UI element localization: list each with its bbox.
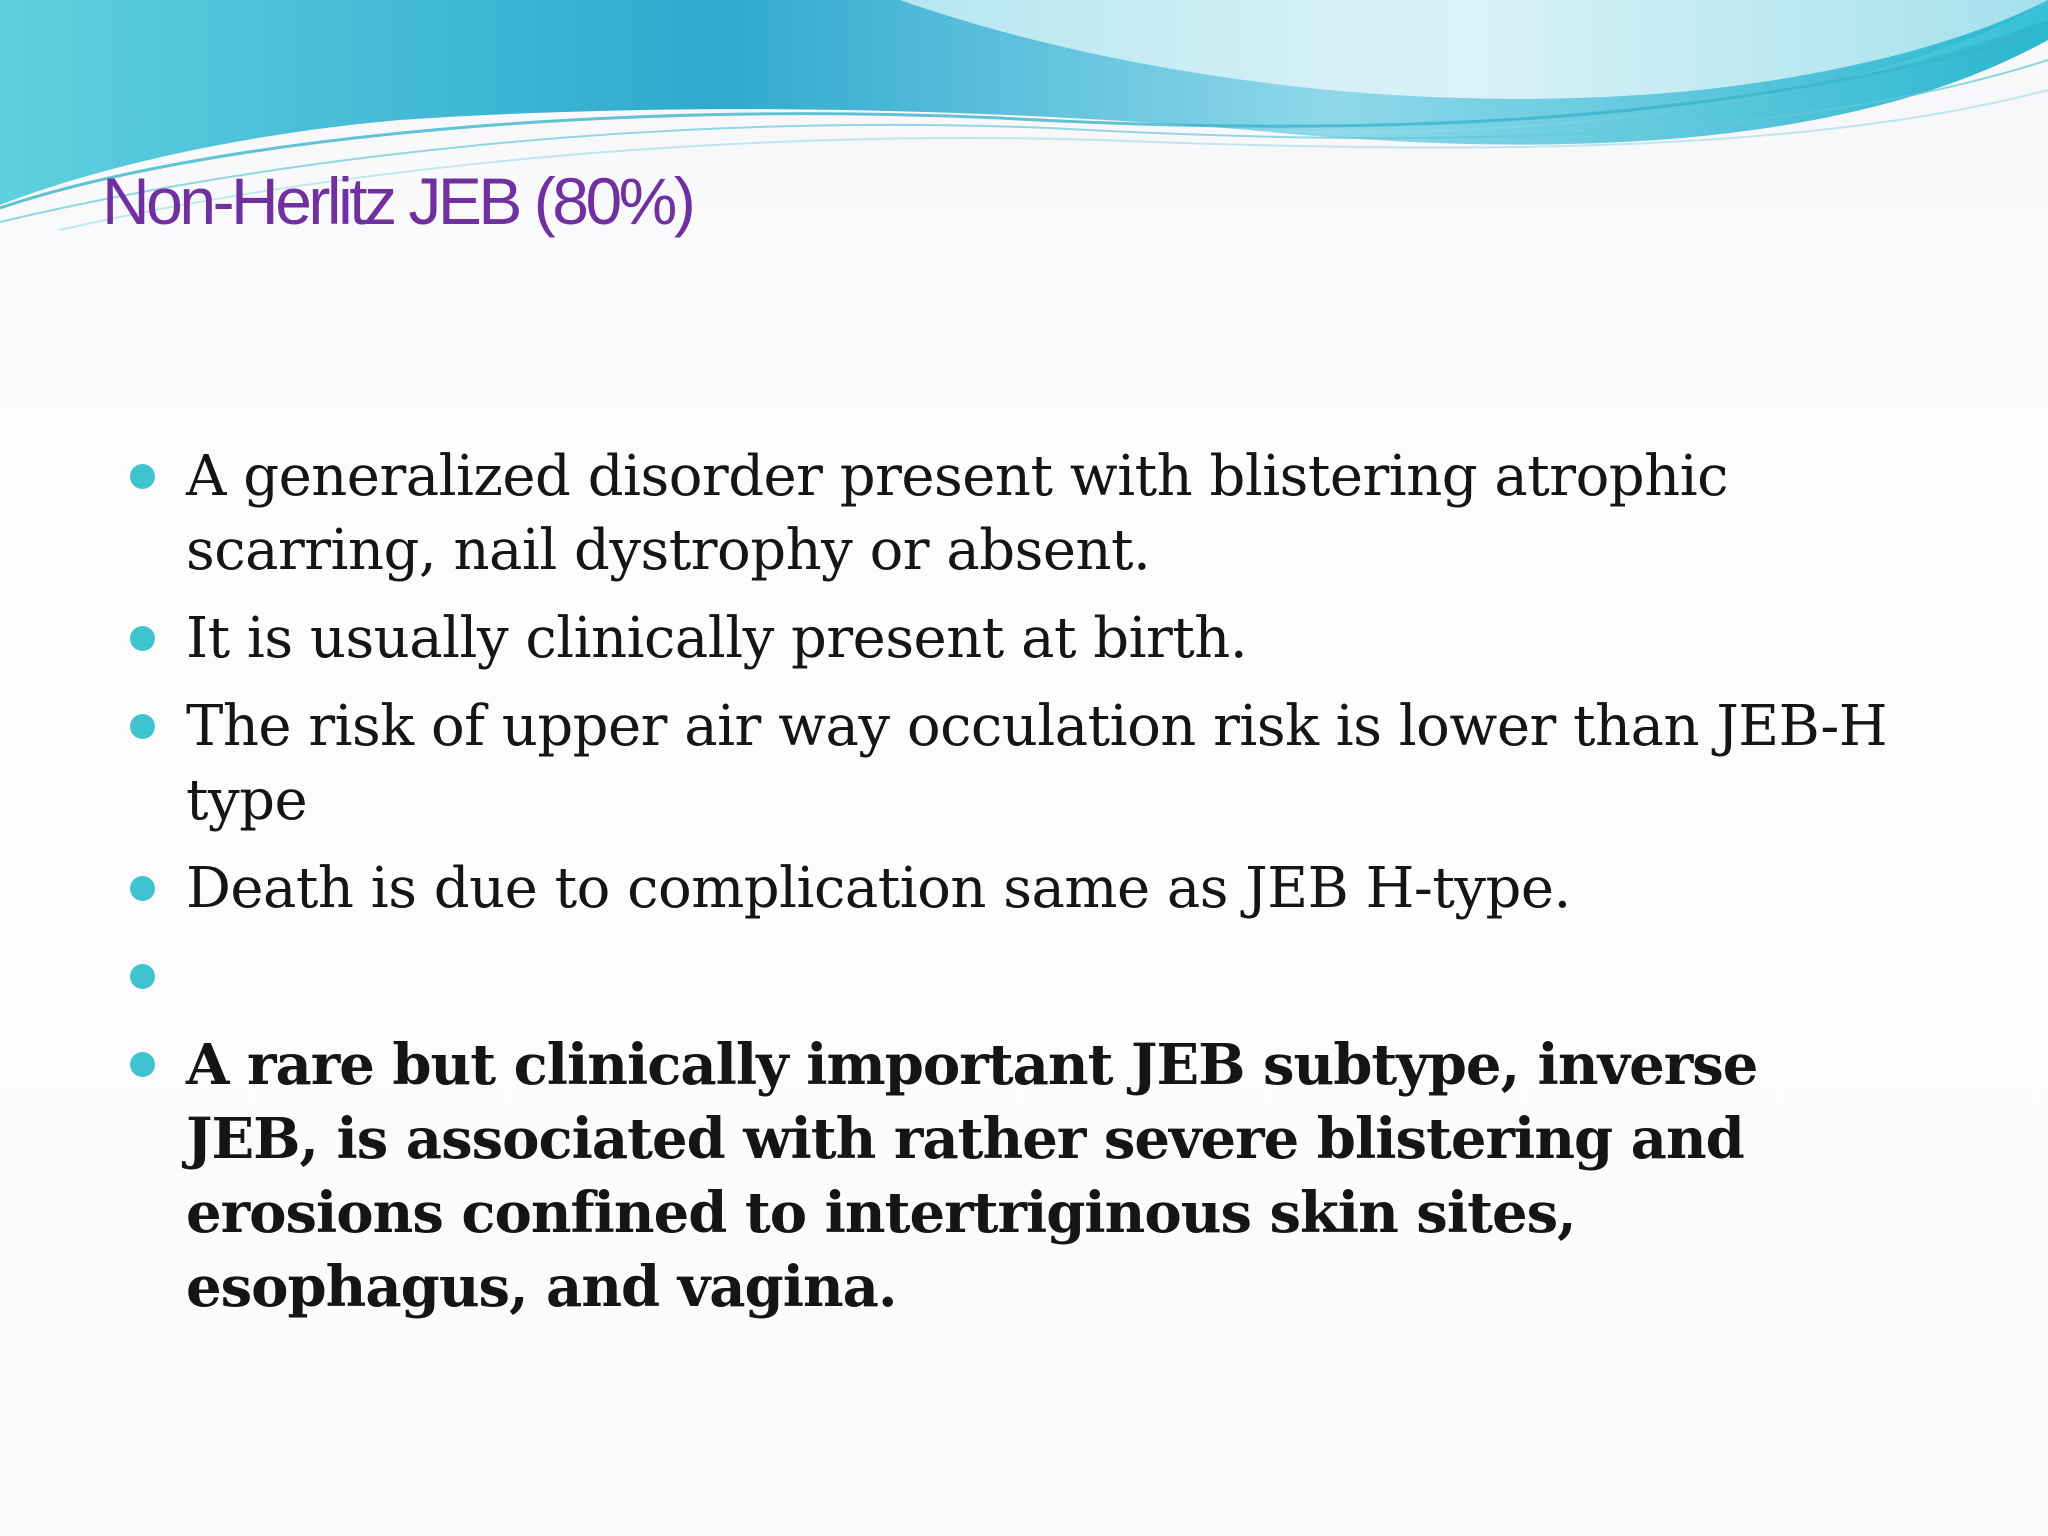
bullet-text: The risk of upper air way occulation risk is lower than JEB-H type [186,694,1888,833]
bullet-text: Death is due to complication same as JEB H-type. [186,856,1571,921]
bullet-dot-icon [130,626,155,651]
bullet-dot-icon [130,964,155,989]
bullet-item [186,1028,1906,1324]
bullet-list [186,440,1906,1338]
bullet-item [186,690,1906,838]
bullet-dot-icon [130,1052,155,1077]
bullet-text: A generalized disorder present with blistering atrophic scarring, nail dystrophy or absent. [186,444,1728,583]
bullet-text [186,940,1906,1014]
slide-title: Non-Herlitz JEB (80%) [102,164,693,238]
bullet-item [186,440,1906,588]
bullet-dot-icon [130,876,155,901]
bullet-item [186,602,1906,676]
bullet-item [186,852,1906,926]
bullet-text: A rare but clinically important JEB subtype, inverse JEB, is associated with rather severe blistering and erosions confined to intertriginous skin sites, esophagus, and vagina. [186,1032,1758,1320]
bullet-item-empty [186,940,1906,1014]
bullet-text: It is usually clinically present at birth. [186,606,1248,671]
bullet-dot-icon [130,464,155,489]
bullet-dot-icon [130,714,155,739]
